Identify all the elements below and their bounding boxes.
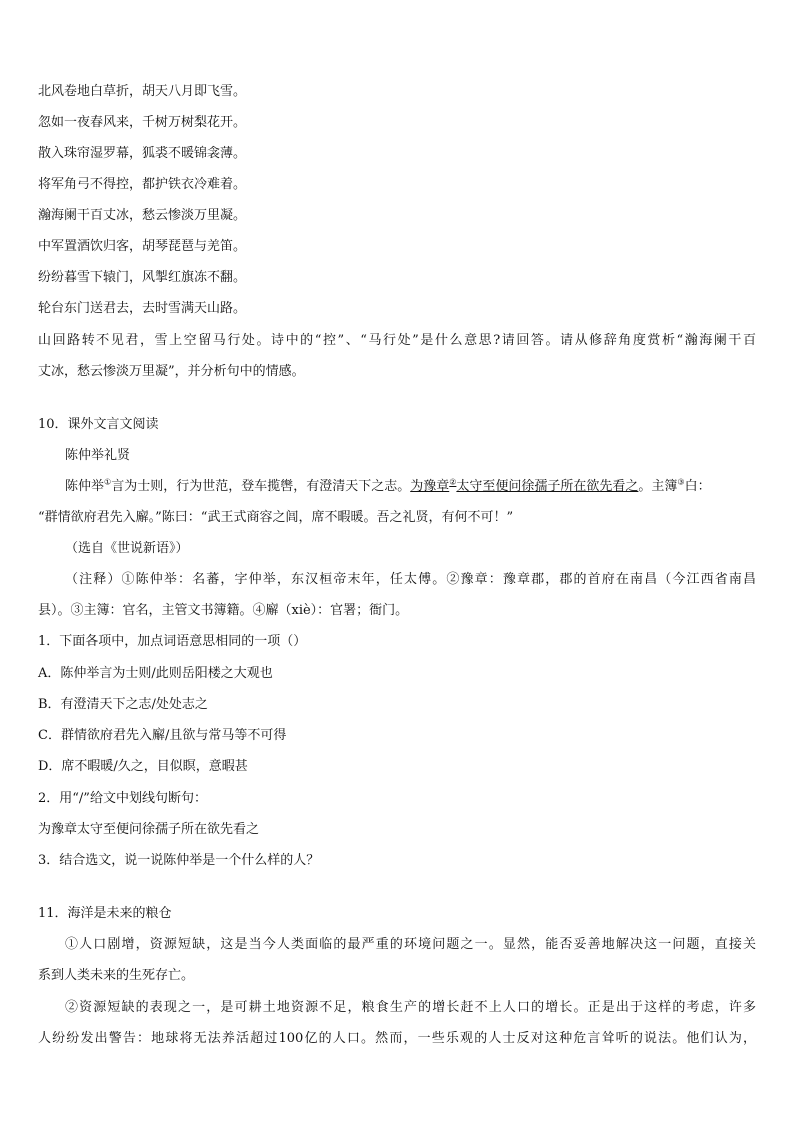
footnote-mark: ② <box>449 477 457 487</box>
q10-passage-line2: “群情欲府君先入廨。”陈曰：“武王式商容之闾，席不暇暖。吾之礼贤，有何不可！” <box>38 510 514 525</box>
q11-heading: 11．海洋是未来的粮仓 <box>38 906 172 921</box>
footnote-mark: ① <box>104 477 112 487</box>
q10-option-b: B．有澄清天下之志/处处志之 <box>38 697 208 712</box>
q10-passage-line1 <box>65 477 711 497</box>
q10-sub1: 1．下面各项中，加点词语意思相同的一项（） <box>38 634 307 649</box>
q10-source: （选自《世说新语》） <box>65 541 189 556</box>
poem-line: 轮台东门送君去，去时雪满天山路。 <box>38 301 247 316</box>
poem-line: 忽如一夜春风来，千树万树梨花开。 <box>38 115 247 130</box>
q10-sub2-text: 为豫章太守至便问徐孺子所在欲先看之 <box>38 822 260 837</box>
q10-option-d: D．席不暇暖/久之，目似瞑，意暇甚 <box>38 759 248 774</box>
q10-title: 陈仲举礼贤 <box>65 448 131 463</box>
q10-notes-line1: （注释）①陈仲举：名蕃，字仲举，东汉桓帝末年，任太傅。②豫章：豫章郡，郡的首府在南昌（今江西省南昌 <box>65 572 756 587</box>
q10-heading: 10．课外文言文阅读 <box>38 417 159 432</box>
poem-line: 散入珠帘湿罗幕，狐裘不暖锦衾薄。 <box>38 146 247 161</box>
q10-notes-line2: 县）。③主簿：官名，主管文书簿籍。④廨（xiè）：官署；衙门。 <box>38 603 409 618</box>
poem-line: 北风卷地白草折，胡天八月即飞雪。 <box>38 84 247 99</box>
poem-question: 山回路转不见君，雪上空留马行处。诗中的“控”、“马行处”是什么意思?请回答。请从修辞角度赏析“瀚海阑干百 <box>38 333 756 348</box>
q10-option-a: A．陈仲举言为士则/此则岳阳楼之大观也 <box>38 666 273 681</box>
footnote-mark: ③ <box>677 477 685 487</box>
q10-option-c: C．群情欲府君先入廨/且欲与常马等不可得 <box>38 728 287 743</box>
poem-line: 瀚海阑干百丈冰，愁云惨淡万里凝。 <box>38 208 247 223</box>
text-run: 白： <box>684 479 711 494</box>
q10-sub3: 3．结合选文，说一说陈仲举是一个什么样的人？ <box>38 853 320 868</box>
text-run: 陈仲举 <box>65 479 105 494</box>
poem-line: 中军置酒饮归客，胡琴琵琶与羌笛。 <box>38 239 247 254</box>
text-run: 言为士则，行为世范，登车揽辔，有澄清天下之志。 <box>111 479 411 494</box>
text-run: 。主簿 <box>638 479 678 494</box>
q11-para2-line1: ②资源短缺的表现之一，是可耕土地资源不足，粮食生产的增长赶不上人口的增长。正是出于这样的考虑，许多 <box>65 1000 756 1015</box>
q11-para1-line2: 系到人类未来的生死存亡。 <box>38 968 195 983</box>
q11-para2-line2: 人纷纷发出警告：地球将无法养活超过100亿的人口。然而，一些乐观的人士反对这种危言耸听的说法。他们认为， <box>38 1031 756 1046</box>
q10-sub2: 2．用“/”给文中划线句断句： <box>38 791 207 806</box>
underlined-text: 太守至便问徐孺子所在欲先看之 <box>456 479 639 494</box>
poem-line: 将军角弓不得控，都护铁衣冷难着。 <box>38 177 247 192</box>
underlined-text: 为豫章 <box>410 479 450 494</box>
poem-line: 纷纷暮雪下辕门，风掣红旗冻不翻。 <box>38 270 247 285</box>
poem-question-cont: 丈冰，愁云惨淡万里凝”，并分析句中的情感。 <box>38 364 305 379</box>
q11-para1-line1: ①人口剧增，资源短缺，这是当今人类面临的最严重的环境问题之一。显然，能否妥善地解决这一问题，直接关 <box>65 937 756 952</box>
